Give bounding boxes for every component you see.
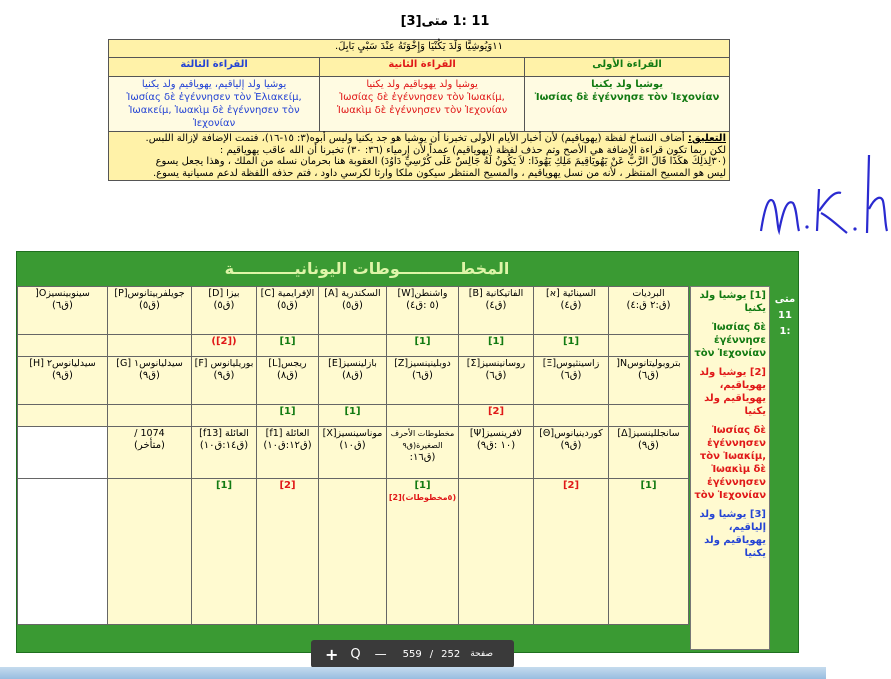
grid-verse-ref <box>772 292 798 340</box>
reading-cell <box>108 479 192 625</box>
reading-second-title: القراءة الثانية <box>320 58 525 77</box>
legend-reading-2: [2] يوشيا ولد يهوياقيم، يهوياقيم ولد يكنيا <box>699 367 766 417</box>
reading-cell: [1] <box>459 335 534 357</box>
zoom-in-button[interactable]: + <box>325 644 339 664</box>
reading-cell <box>387 405 459 427</box>
reading-cell <box>609 335 689 357</box>
zoom-icon[interactable]: Q <box>350 646 361 662</box>
grid-verse-number: 11 :1 <box>778 310 792 337</box>
reading-cell: [1] <box>257 405 319 427</box>
ms-1074: 1074 / (متأخر) <box>108 427 192 479</box>
ms-koridethi: كوردينيانوس[Θ] (ق٩) <box>534 427 609 479</box>
zoom-out-button[interactable]: — <box>374 647 387 661</box>
reading-cell <box>18 479 108 625</box>
legend-reading-1-greek: Ἰωσίας δὲ ἐγέννησε τὸν Ἰεχονίαν <box>694 322 766 359</box>
ms-rossanensis: روسانينسيز[Σ] (ق٦) <box>459 357 534 405</box>
ms-empty <box>18 427 108 479</box>
reading-third-title: القراءة الثالثة <box>109 58 320 77</box>
commentary-line-4: ليس هو المسيح المنتظر ، لأنه من نسل يهوياقيم ، والمسيح المنتظر سيكون ملكا وارثا لكرسي داود ، فتم حذفه اللفظة لدعم مسيانية يسوع. <box>152 167 726 179</box>
verse-text: ١١وَيُوشِيَّا وَلَدَ يَكُنْيَا وَإِخْوَتَهُ عِنْدَ سَبْيِ بَابِلَ. <box>109 40 730 58</box>
handwritten-signature <box>755 135 891 245</box>
reading-cell: [2] <box>459 405 534 427</box>
page-label: صفحة <box>470 649 494 659</box>
reading-cell <box>319 479 387 625</box>
commentary-line-1: أضاف النساخ لفظة (يهوياقيم) لأن أخبار الأيام الأولى تخبرنا أن يوشيا هو جد يكنيا وليس أبوه(٣: ١٥-١٦)، فتمت الإضافة لإزالة اللبس. <box>145 133 685 144</box>
reading-cell: [1] <box>192 479 257 625</box>
ms-monacensis: موناسينسيز[X] (ق١٠) <box>319 427 387 479</box>
ms-laurensis: لافرينسيز[Ψ] (١٠ :ق٩) <box>459 427 534 479</box>
legend-reading-1: [1] يوشيا ولد يكنيا <box>699 290 766 314</box>
ms-basilensis: بازلينسيز[E] (ق٨) <box>319 357 387 405</box>
reading-cell <box>609 405 689 427</box>
reading-cell <box>18 405 108 427</box>
page-separator: / <box>429 648 434 660</box>
ms-borelianus: بوريليانوس [F] (ق٩) <box>192 357 257 405</box>
reading-second-arabic: يوشيا ولد يهوياقيم ولد يكنيا <box>366 79 478 90</box>
ms-seidelianus-2: سيدليانوس٢ [H] (ق٩) <box>18 357 108 405</box>
reading-cell <box>108 405 192 427</box>
legend-reading-3: [3] يوشيا ولد إلياقيم، يهوياقيم ولد يكنيا <box>699 509 766 559</box>
page-total: 559 <box>402 648 422 660</box>
grid-title: المخطـــــــــــوطات اليونانيـــــــــــة <box>224 259 510 278</box>
reading-second-greek: Ἰωσίας δὲ ἐγέννησεν τὸν Ἰωακίμ, Ἰωακὶμ δὲ ἐγέννησεν τὸν Ἰεχονίαν <box>337 92 508 116</box>
ms-regius: ريجس[L] (ق٨) <box>257 357 319 405</box>
commentary-label: التعليق: <box>687 133 726 144</box>
ms-washington: واشنطن[W] (٥ :ق٤) <box>387 287 459 335</box>
legend-reading-2-greek: Ἰωσίας δὲ ἐγέννησεν τὸν Ἰωακίμ, Ἰωακὶμ δὲ ἐγέννησεν τὸν Ἰεχονίαν <box>694 425 766 501</box>
ms-alexandrinus: السكندرية [A] (ق٥) <box>319 287 387 335</box>
ms-bezae: بيزا [D] (ق٥) <box>192 287 257 335</box>
reading-cell: [1] <box>319 405 387 427</box>
ms-petropolitanus: بتروبوليتانوسN[ (ق٦) <box>609 357 689 405</box>
ms-guelferbytanus: جويلفربيتانوس[P] (ق٥) <box>108 287 192 335</box>
reading-third-greek: Ἰωσίας δὲ ἐγέννησεν τὸν Ἐλιακείμ, Ἰωακείμ, Ἰωακὶμ δὲ ἐγέννησεν τὸν Ἰεχονίαν <box>126 92 302 129</box>
reading-cell: [2] <box>257 479 319 625</box>
reading-cell <box>534 405 609 427</box>
reading-cell <box>459 479 534 625</box>
reading-first-title: القراءة الأولى <box>525 58 730 77</box>
page-heading: 11 :1 متى[3] <box>400 14 490 29</box>
reading-third-arabic: يوشيا ولد إلياقيم، يهوياقيم ولد يكنيا <box>141 79 287 90</box>
current-page-input[interactable]: 252 <box>441 648 461 660</box>
reading-cell: [1] <box>609 479 689 625</box>
ms-dublinensis: دوبلينينسيز[Z] (ق٦) <box>387 357 459 405</box>
reading-cell <box>108 335 192 357</box>
commentary-line-2: لكن ربما تكون قراءة الإضافة هي الأصح وتم حذف لفظة (يهوياقيم) عمداً لأن إرمياء (٣٦: ٣٠) تخبرنا أن الله عاقب يهوياقيم : <box>219 144 726 156</box>
ms-family-13: العائلة [f13] (ق١٤:ق١٠) <box>192 427 257 479</box>
manuscripts-grid <box>16 251 799 653</box>
reading-cell-minuscules: [1] (٥مخطوطات)[2] <box>387 479 459 625</box>
taskbar-strip <box>0 667 826 679</box>
reading-cell: ([2]) <box>192 335 257 357</box>
grid-verse-book: متى <box>774 294 796 305</box>
readings-table <box>108 39 730 181</box>
reading-third-text <box>109 77 320 132</box>
reading-first-greek: Ἰωσίας δὲ ἐγέννησε τὸν Ἰεχονίαν <box>534 92 720 103</box>
ms-papyri: البرديات (ق:٢ ق:٤) <box>609 287 689 335</box>
readings-legend <box>690 286 770 650</box>
reading-first-arabic: يوشيا ولد يكنيا <box>591 79 663 90</box>
ms-zacynthius: زاسينثيوس[Ξ] (ق٦) <box>534 357 609 405</box>
pdf-toolbar <box>311 640 514 668</box>
ms-seidelianus-1: سيدليانوس١ [G] (ق٩) <box>108 357 192 405</box>
ms-family-1: العائلة [f1] (ق١٢:ق١٠) <box>257 427 319 479</box>
reading-cell: [2] <box>534 479 609 625</box>
ms-ephraemi: الإفرايمية [C] (ق٥) <box>257 287 319 335</box>
ms-sinaiticus: السينائية [א] (ق٤) <box>534 287 609 335</box>
ms-vaticanus: الفاتيكانية [B] (ق٤) <box>459 287 534 335</box>
minuscules-extra: (٥مخطوطات)[2] <box>388 493 457 502</box>
ms-minuscules: مخطوطات الأحرف الصغيرة(ق٩ (ق١٦: <box>387 427 459 479</box>
reading-cell <box>192 405 257 427</box>
reading-cell: [1] <box>534 335 609 357</box>
commentary <box>109 132 730 181</box>
reading-cell: [1] <box>387 335 459 357</box>
ms-sangallensis: سانجللينسيز[Δ] (ق٩) <box>609 427 689 479</box>
ms-sinopensis: سينوبينسيزO[ (ق٦) <box>18 287 108 335</box>
reading-second-text <box>320 77 525 132</box>
reading-first-text <box>525 77 730 132</box>
commentary-line-3: (٣٠لِذلِكَ هكَذَا قَالَ الرَّبُّ عَنْ يَهُويَاقِيمَ مَلِكِ يَهُوذَا: لاَ يَكُونُ لَهُ جَالِسٌ عَلَى كُرْسِيِّ دَاوُدَ) العقوبة هنا بحرمان نسله من الملك ، وهذا يجعل يسوع <box>155 156 726 167</box>
reading-cell: [1] <box>257 335 319 357</box>
reading-cell <box>319 335 387 357</box>
reading-cell <box>18 335 108 357</box>
manuscript-table <box>17 286 689 625</box>
